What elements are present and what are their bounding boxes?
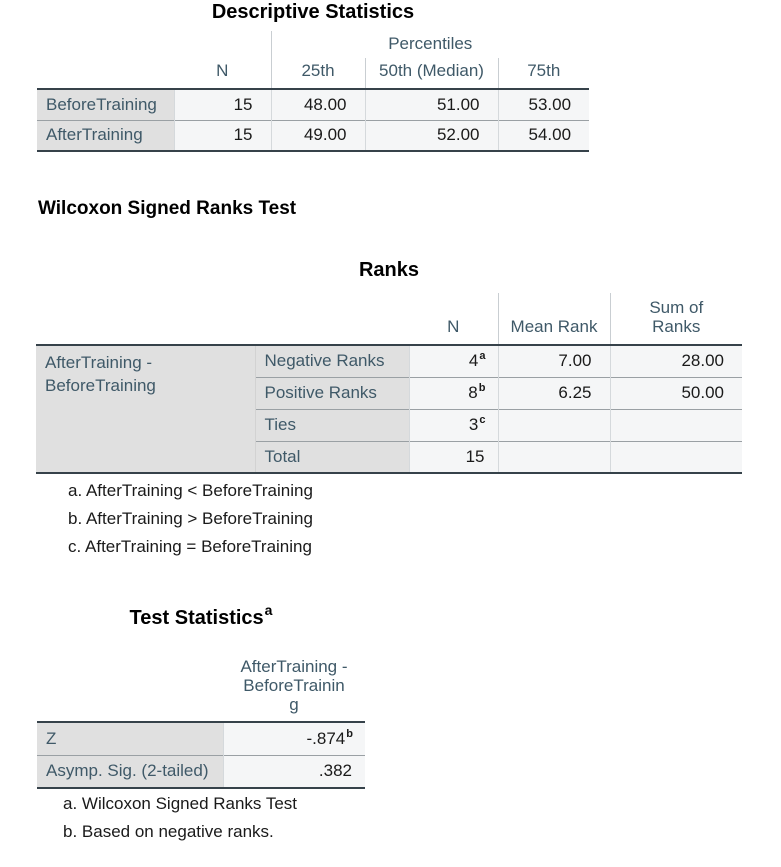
- ranks-title: Ranks: [358, 259, 420, 281]
- test-statistics-title: [37, 602, 365, 630]
- cell-75th: 53.00: [498, 89, 589, 120]
- row-label: Total: [255, 441, 409, 473]
- stat-value: -.874: [306, 728, 346, 748]
- cell-mean-rank: 7.00: [498, 345, 610, 377]
- descriptives-table: [37, 31, 589, 152]
- cell-value: [223, 722, 365, 755]
- cell-sum-of-ranks: [610, 441, 742, 473]
- descriptives-col-25th: 25th: [271, 58, 365, 89]
- footnote: b. Based on negative ranks.: [63, 822, 274, 841]
- group-label-line1: AfterTraining -: [45, 353, 153, 372]
- cell-n: 15: [174, 120, 271, 151]
- footnote: c. AfterTraining = BeforeTraining: [68, 537, 312, 556]
- cell-mean-rank: [498, 441, 610, 473]
- descriptives-span-header: Percentiles: [271, 31, 589, 58]
- test-header-spacer: [37, 648, 223, 722]
- footnote-marker: a: [264, 602, 273, 618]
- row-label: Ties: [255, 409, 409, 441]
- cell-25th: 48.00: [271, 89, 365, 120]
- ranks-col-sum-of-ranks: [610, 293, 742, 345]
- table-row: [36, 345, 742, 377]
- descriptives-col-n: N: [174, 58, 271, 89]
- cell-75th: 54.00: [498, 120, 589, 151]
- descriptives-title: Descriptive Statistics: [211, 1, 415, 23]
- test-statistics-footnotes: [63, 794, 297, 850]
- ranks-col-mean-rank: Mean Rank: [498, 293, 610, 345]
- cell-50th: 52.00: [365, 120, 498, 151]
- cell-n: [409, 345, 498, 377]
- cell-mean-rank: [498, 409, 610, 441]
- test-statistics-table: [37, 648, 365, 789]
- cell-25th: 49.00: [271, 120, 365, 151]
- ranks-table: [36, 293, 742, 474]
- descriptives-header-spacer: [37, 58, 174, 89]
- cell-n: 15: [174, 89, 271, 120]
- ranks-col-n: N: [409, 293, 498, 345]
- row-label: BeforeTraining: [37, 89, 174, 120]
- descriptives-header-spacer: [37, 31, 271, 58]
- table-row: [37, 722, 365, 755]
- cell-sum-of-ranks: 50.00: [610, 377, 742, 409]
- ranks-col-sum-line2: Ranks: [652, 317, 701, 337]
- cell-n: [409, 441, 498, 473]
- cell-50th: 51.00: [365, 89, 498, 120]
- table-row: [37, 89, 589, 120]
- group-label-line2: BeforeTraining: [45, 375, 156, 395]
- descriptives-col-75th: 75th: [498, 58, 589, 89]
- footnote: b. AfterTraining > BeforeTraining: [68, 509, 313, 528]
- row-label: AfterTraining: [37, 120, 174, 151]
- ranks-footnotes: [68, 481, 313, 565]
- row-label: Positive Ranks: [255, 377, 409, 409]
- row-label: Asymp. Sig. (2-tailed): [37, 755, 223, 788]
- header-line2: BeforeTrainin: [243, 676, 345, 695]
- n-value: 3: [468, 415, 479, 435]
- cell-n: [409, 409, 498, 441]
- footnote-marker: a: [479, 350, 486, 363]
- ranks-group-label: [36, 345, 255, 473]
- cell-sum-of-ranks: 28.00: [610, 345, 742, 377]
- row-label: Z: [37, 722, 223, 755]
- footnote: a. Wilcoxon Signed Ranks Test: [63, 794, 298, 813]
- table-row: [37, 755, 365, 788]
- test-col-header: [223, 648, 365, 722]
- footnote-marker: c: [479, 414, 486, 427]
- cell-value: [223, 755, 365, 788]
- footnote-marker: b: [478, 382, 486, 395]
- descriptives-col-50th: 50th (Median): [365, 58, 498, 89]
- n-value: 4: [468, 351, 479, 371]
- row-label: Negative Ranks: [255, 345, 409, 377]
- section-heading: Wilcoxon Signed Ranks Test: [38, 198, 297, 219]
- cell-sum-of-ranks: [610, 409, 742, 441]
- cell-n: [409, 377, 498, 409]
- footnote: a. AfterTraining < BeforeTraining: [68, 481, 313, 500]
- stat-value: .382: [318, 761, 352, 781]
- table-row: [37, 120, 589, 151]
- header-line1: AfterTraining -: [240, 657, 348, 676]
- ranks-header-spacer: [36, 293, 409, 345]
- header-line3: g: [289, 695, 299, 714]
- title-text: Test Statistics: [129, 607, 264, 629]
- ranks-col-sum-line1: Sum of: [649, 297, 704, 317]
- n-value: 8: [468, 383, 478, 403]
- footnote-marker: b: [346, 727, 353, 740]
- cell-mean-rank: 6.25: [498, 377, 610, 409]
- n-value: 15: [465, 446, 485, 466]
